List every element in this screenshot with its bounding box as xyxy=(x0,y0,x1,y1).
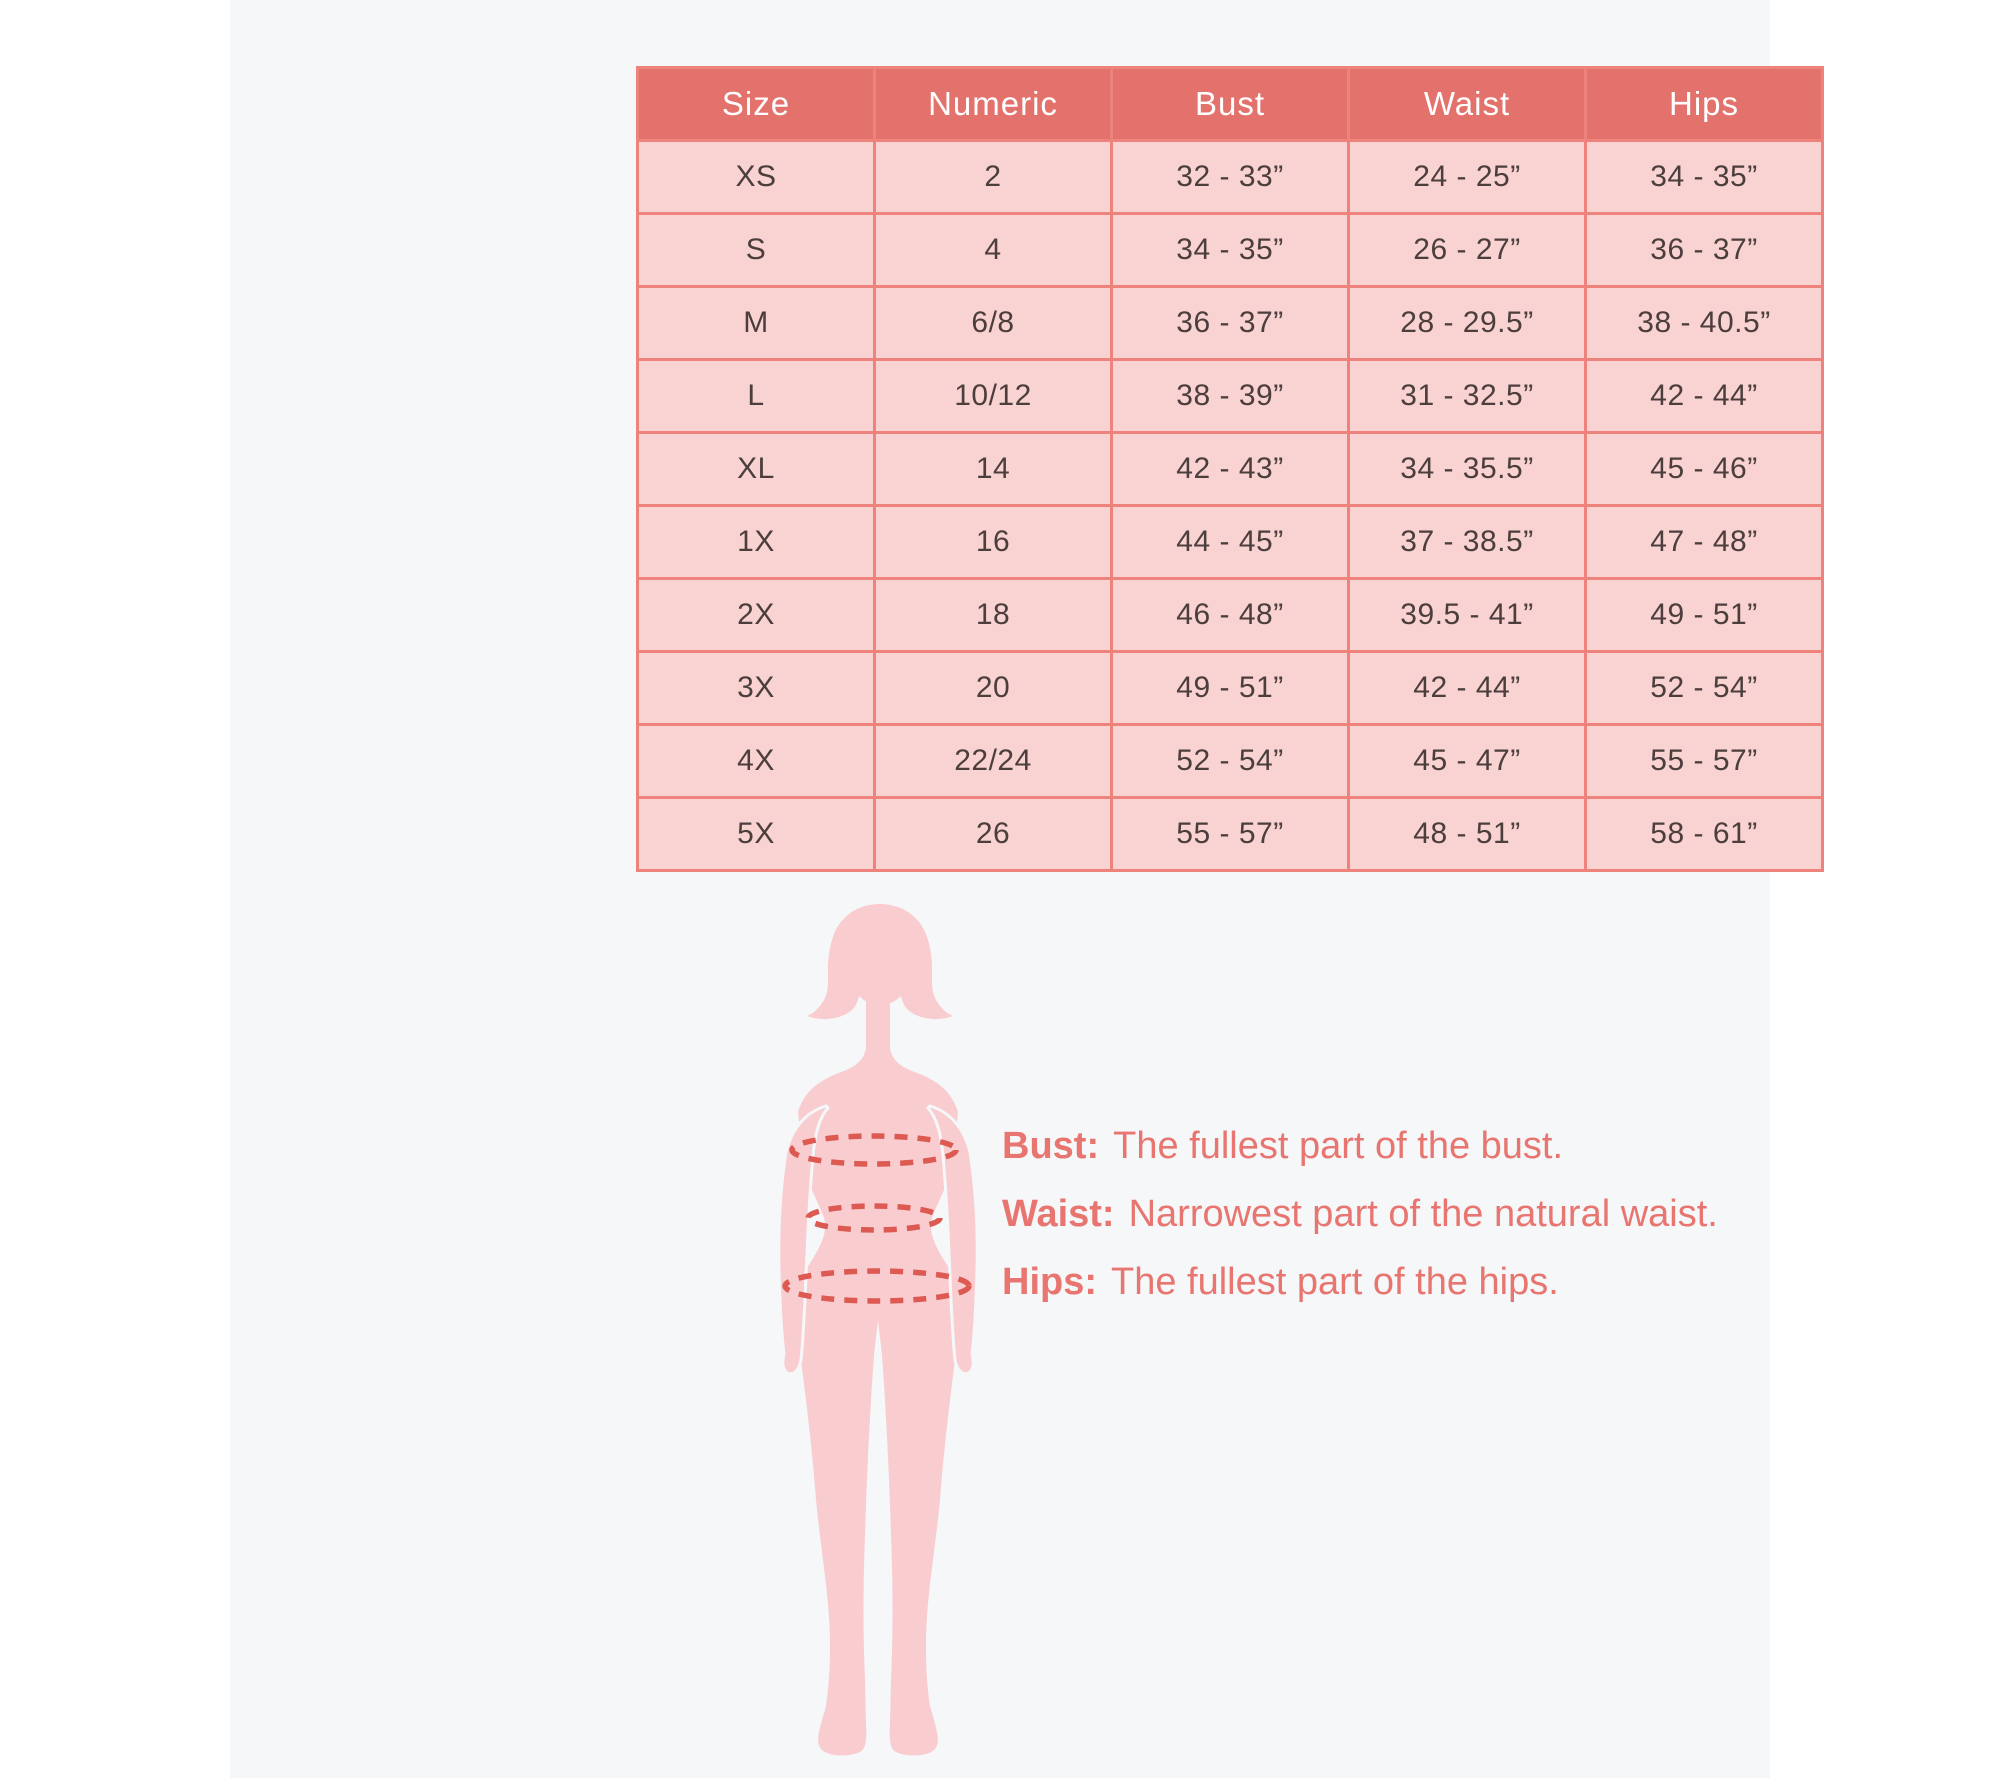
cell-size: 3X xyxy=(638,652,875,725)
table-row xyxy=(638,798,1823,871)
guide-item-hips xyxy=(1002,1248,1718,1316)
size-chart-table xyxy=(636,66,1824,872)
cell-hips: 45 - 46” xyxy=(1586,433,1823,506)
cell-size: S xyxy=(638,214,875,287)
column-header-bust: Bust xyxy=(1112,68,1349,141)
cell-size: XS xyxy=(638,141,875,214)
cell-size: XL xyxy=(638,433,875,506)
column-header-numeric: Numeric xyxy=(875,68,1112,141)
cell-bust: 49 - 51” xyxy=(1112,652,1349,725)
cell-bust: 52 - 54” xyxy=(1112,725,1349,798)
cell-numeric: 14 xyxy=(875,433,1112,506)
guide-item-waist xyxy=(1002,1180,1718,1248)
cell-hips: 42 - 44” xyxy=(1586,360,1823,433)
cell-numeric: 26 xyxy=(875,798,1112,871)
table-row xyxy=(638,579,1823,652)
cell-waist: 42 - 44” xyxy=(1349,652,1586,725)
table-row xyxy=(638,141,1823,214)
cell-numeric: 2 xyxy=(875,141,1112,214)
guide-label-waist: Waist: xyxy=(1002,1192,1115,1235)
cell-numeric: 22/24 xyxy=(875,725,1112,798)
cell-bust: 32 - 33” xyxy=(1112,141,1349,214)
guide-text-hips: The fullest part of the hips. xyxy=(1111,1260,1559,1303)
cell-bust: 46 - 48” xyxy=(1112,579,1349,652)
guide-label-bust: Bust: xyxy=(1002,1124,1100,1167)
cell-hips: 47 - 48” xyxy=(1586,506,1823,579)
female-body-silhouette xyxy=(770,900,990,1760)
cell-waist: 39.5 - 41” xyxy=(1349,579,1586,652)
table-header-row xyxy=(638,68,1823,141)
cell-size: L xyxy=(638,360,875,433)
table-row xyxy=(638,725,1823,798)
cell-bust: 55 - 57” xyxy=(1112,798,1349,871)
cell-numeric: 4 xyxy=(875,214,1112,287)
cell-waist: 37 - 38.5” xyxy=(1349,506,1586,579)
cell-hips: 55 - 57” xyxy=(1586,725,1823,798)
table-row xyxy=(638,433,1823,506)
guide-text-bust: The fullest part of the bust. xyxy=(1113,1124,1564,1167)
cell-hips: 36 - 37” xyxy=(1586,214,1823,287)
content-panel xyxy=(230,0,1770,1778)
measurement-guide xyxy=(1002,1112,1718,1316)
cell-size: M xyxy=(638,287,875,360)
table-row xyxy=(638,652,1823,725)
cell-numeric: 18 xyxy=(875,579,1112,652)
column-header-waist: Waist xyxy=(1349,68,1586,141)
cell-waist: 31 - 32.5” xyxy=(1349,360,1586,433)
cell-bust: 34 - 35” xyxy=(1112,214,1349,287)
column-header-hips: Hips xyxy=(1586,68,1823,141)
cell-hips: 58 - 61” xyxy=(1586,798,1823,871)
cell-size: 5X xyxy=(638,798,875,871)
table-row xyxy=(638,360,1823,433)
cell-size: 4X xyxy=(638,725,875,798)
cell-waist: 26 - 27” xyxy=(1349,214,1586,287)
cell-hips: 34 - 35” xyxy=(1586,141,1823,214)
cell-bust: 44 - 45” xyxy=(1112,506,1349,579)
table-row xyxy=(638,287,1823,360)
cell-bust: 42 - 43” xyxy=(1112,433,1349,506)
cell-numeric: 20 xyxy=(875,652,1112,725)
cell-waist: 48 - 51” xyxy=(1349,798,1586,871)
table-row xyxy=(638,506,1823,579)
cell-hips: 49 - 51” xyxy=(1586,579,1823,652)
cell-numeric: 16 xyxy=(875,506,1112,579)
cell-waist: 28 - 29.5” xyxy=(1349,287,1586,360)
cell-size: 2X xyxy=(638,579,875,652)
cell-waist: 24 - 25” xyxy=(1349,141,1586,214)
cell-numeric: 6/8 xyxy=(875,287,1112,360)
table-row xyxy=(638,214,1823,287)
column-header-size: Size xyxy=(638,68,875,141)
cell-hips: 52 - 54” xyxy=(1586,652,1823,725)
cell-numeric: 10/12 xyxy=(875,360,1112,433)
female-body-silhouette-graphic xyxy=(770,900,990,1760)
cell-bust: 36 - 37” xyxy=(1112,287,1349,360)
guide-item-bust xyxy=(1002,1112,1718,1180)
cell-hips: 38 - 40.5” xyxy=(1586,287,1823,360)
guide-label-hips: Hips: xyxy=(1002,1260,1097,1303)
guide-text-waist: Narrowest part of the natural waist. xyxy=(1128,1192,1718,1235)
cell-size: 1X xyxy=(638,506,875,579)
cell-waist: 34 - 35.5” xyxy=(1349,433,1586,506)
cell-bust: 38 - 39” xyxy=(1112,360,1349,433)
cell-waist: 45 - 47” xyxy=(1349,725,1586,798)
